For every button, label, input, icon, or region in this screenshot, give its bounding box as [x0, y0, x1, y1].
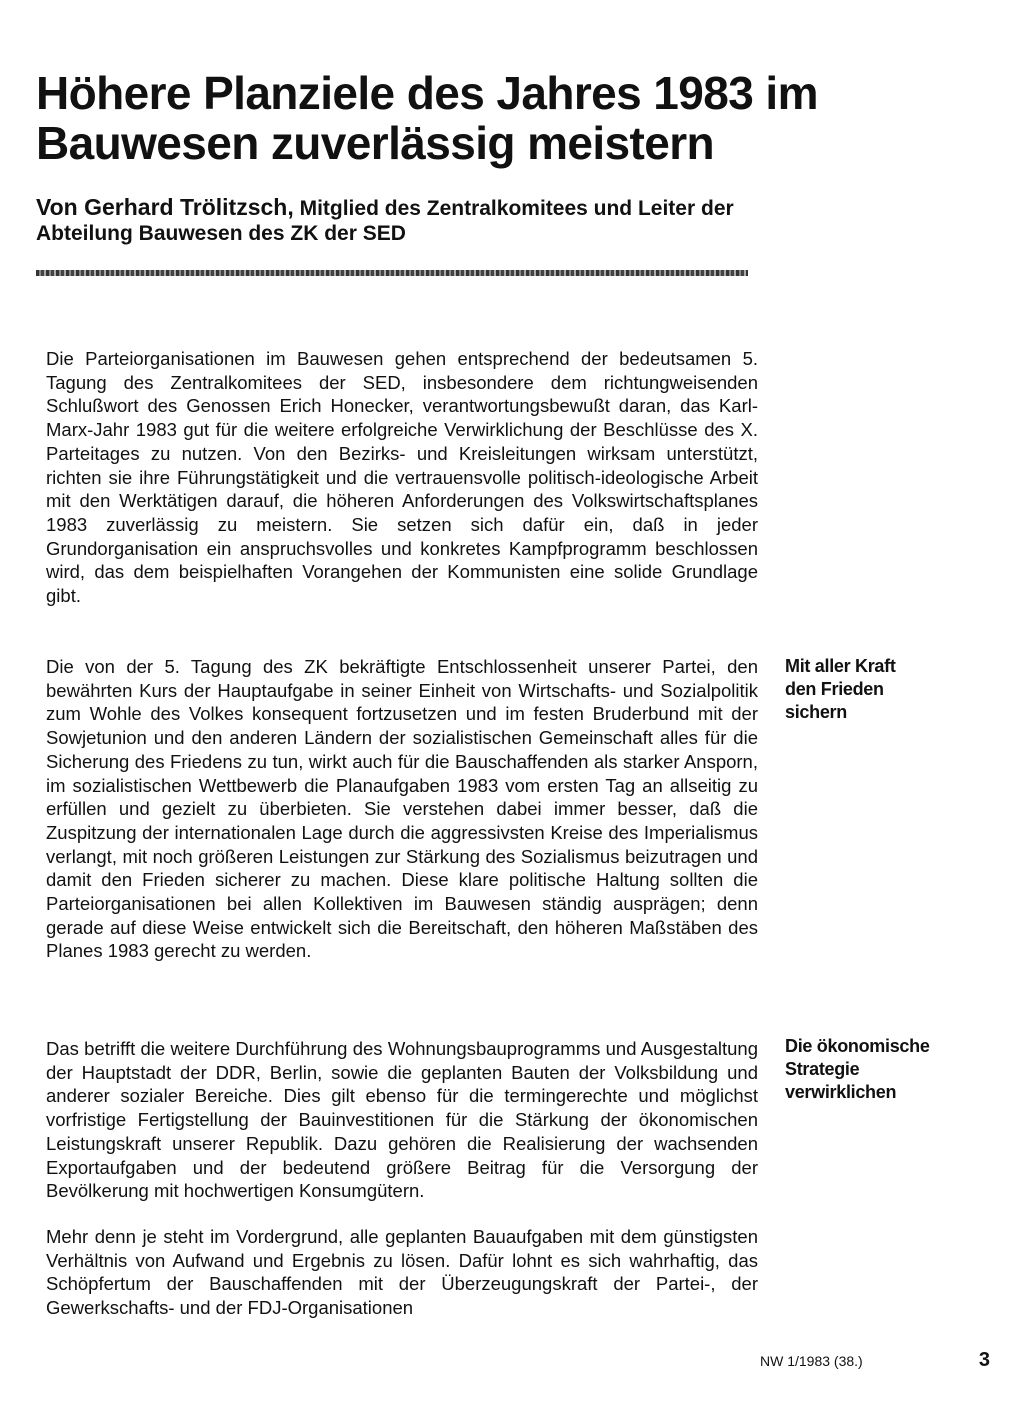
issue-label: NW 1/1983 (38.): [760, 1353, 863, 1369]
paragraph-3: Das betrifft die weitere Durchführung des Wohnungsbauprogramms und Ausgestaltung der Hauptstadt der DDR, Berlin, sowie die geplanten Bauten der Volksbildung und anderer sozialer Bereiche. Dies gilt ebenso für die termingerechte und möglichst vorfristige Fertigstellung der Bauinvestitionen für die Stärkung der ökonomischen Leistungskraft unserer Republik. Dazu gehören die Realisierung der wachsenden Exportaufgaben und der bedeutend größere Beitrag für die Versorgung der Bevölkerung mit hochwertigen Konsumgütern.: [46, 1038, 758, 1202]
paragraph-2: Die von der 5. Tagung des ZK bekräftigte Entschlossenheit unserer Partei, den bewährten Kurs der Hauptaufgabe in seiner Einheit von Wirtschafts- und Sozialpolitik zum Wohle des Volkes konsequent fortzusetzen und im festen Bruderbund mit der Sowjetunion und den anderen Ländern der sozialistischen Gemeinschaft alles für die Sicherung des Friedens zu tun, wirkt auch für die Bauschaffenden als starker Ansporn, im sozialistischen Wettbewerb die Planaufgaben 1983 vom ersten Tag an allseitig zu erfüllen und gezielt zu überbieten. Sie verstehen dabei immer besser, daß die Zuspitzung der internationalen Lage durch die aggressivsten Kreise des Imperialismus verlangt, mit noch größeren Leistungen zur Stärkung des Sozialismus beizutragen und damit den Frieden sicherer zu machen. Diese klare politische Haltung sollten die Parteiorganisationen bei allen Kollektiven im Bauwesen ständig ausprägen; denn gerade auf diese Weise entwickelt sich die Bereitschaft, den höheren Maßstäben des Planes 1983 gerecht zu werden.: [46, 656, 758, 962]
paragraph-4: Mehr denn je steht im Vordergrund, alle geplanten Bauaufgaben mit dem günstigsten Verhältnis von Aufwand und Ergebnis zu lösen. Dafür lohnt es sich wahrhaftig, das Schöpfertum der Bauschaffenden mit der Überzeugungskraft der Partei-, der Gewerkschafts- und der FDJ-Organisationen: [46, 1226, 758, 1319]
byline-role: Mitglied des Zentralkomitees und Leiter der Abteilung Bauwesen des ZK der SED: [36, 197, 734, 245]
article-title: Höhere Planziele des Jahres 1983 im Bauwesen zuverlässig meistern: [36, 67, 818, 169]
paragraph-1: Die Parteiorganisationen im Bauwesen gehen entsprechend der bedeutsamen 5. Tagung des Zentralkomitees der SED, insbesondere dem richtungweisenden Schlußwort des Genossen Erich Honecker, verantwortungsbewußt daran, das Karl-Marx-Jahr 1983 gut für die weitere erfolgreiche Verwirklichung der Beschlüsse des X. Parteitages zu nutzen. Von den Bezirks- und Kreisleitungen wirksam unterstützt, richten sie ihre Führungstätigkeit und die vertrauensvolle politisch-ideologische Arbeit mit den Werktätigen darauf, die höheren Anforderungen des Volkswirtschaftsplanes 1983 zuverlässig zu meistern. Sie setzen sich dafür ein, daß in jeder Grundorganisation ein anspruchsvolles und konkretes Kampfprogramm beschlossen wird, das dem beispielhaften Vorangehen der Kommunisten eine solide Grundlage gibt.: [46, 348, 758, 607]
page-footer: [760, 1349, 990, 1372]
byline: [36, 195, 796, 246]
byline-author: Von Gerhard Trölitzsch,: [36, 194, 294, 220]
page-number: 3: [978, 1349, 990, 1371]
side-heading-frieden: Mit aller Kraft den Frieden sichern: [785, 656, 896, 722]
side-heading-strategie: Die ökonomische Strategie verwirklichen: [785, 1036, 930, 1102]
divider-rule: [36, 270, 748, 276]
